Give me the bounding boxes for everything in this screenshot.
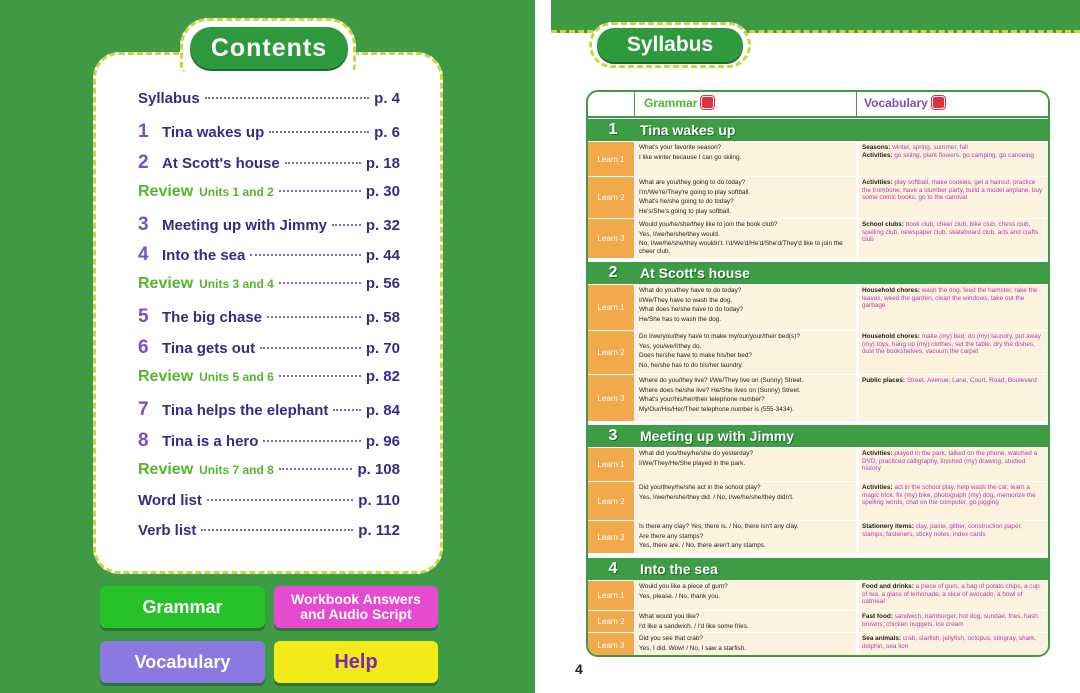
toc-unit-number: 4: [138, 244, 149, 266]
toc-unit-number: 2: [138, 151, 149, 173]
vocab-category: Activities:: [862, 179, 893, 186]
toc-page-number: p. 56: [365, 275, 400, 293]
grammar-sentence: Yes, I/we/he/she/they would.: [639, 230, 720, 238]
vocabulary-cell: [858, 177, 1048, 218]
vocab-category: Sea animals:: [862, 635, 902, 642]
toc-item[interactable]: [138, 430, 400, 461]
toc-leader-dots: [285, 162, 361, 164]
vocab-words: play softball, make cookies, get a haircut, practice the trombone, have a slumber party, build a model airplane, buy some comic books, go to the carnival: [862, 179, 1043, 202]
toc-review-units: Units 1 and 2: [199, 184, 274, 199]
grammar-sentence: No, he/she has to do his/her laundry.: [639, 361, 743, 369]
toc-item-label: Syllabus: [138, 90, 200, 107]
learn-label: Learn 2: [588, 611, 634, 632]
learn-row: [588, 520, 1048, 553]
vocab-entry: [862, 635, 1045, 650]
vocab-category: Activities:: [862, 484, 893, 491]
learn-row: [588, 330, 1048, 374]
vocab-words: winter, spring, summer, fall: [890, 144, 968, 151]
unit-header-row: [588, 119, 1048, 141]
table-of-contents: [138, 90, 400, 553]
toc-leader-dots: [263, 440, 360, 442]
grammar-sentence: Are there any stamps?: [639, 532, 704, 540]
vocabulary-cell: [858, 375, 1048, 421]
grammar-sentence: I'd like a sandwich. / I'd like some fries.: [639, 622, 749, 630]
vocab-words: crab, starfish, jellyfish, octopus, stingray, shark, dolphin, sea lion: [862, 635, 1037, 650]
grammar-sentence: Do I/we/you/they have to make my/our/your/their bed(s)?: [639, 333, 800, 340]
grammar-cell: [635, 142, 856, 176]
grammar-column-label: Grammar: [644, 96, 698, 110]
toc-review-units: Units 5 and 6: [199, 370, 274, 385]
vocab-words: clay, paste, glitter, construction paper, stamps, fasteners, sticky notes, index cards: [862, 523, 1023, 538]
learn-row: [588, 374, 1048, 421]
grammar-cell: [635, 219, 856, 258]
grammar-sentence: Yes, I/we/he/she/they did. / No, I/we/he/she/they didn't.: [639, 493, 794, 501]
toc-unit-number: 6: [138, 337, 149, 359]
toc-review-label: Review: [138, 460, 194, 478]
learn-label: Learn 1: [588, 285, 634, 330]
unit-title: At Scott's house: [640, 265, 750, 281]
toc-item-label: The big chase: [162, 309, 263, 327]
toc-item[interactable]: [138, 152, 400, 183]
grammar-sentence: What do you/they have to do today?: [639, 287, 742, 294]
vocab-category: School clubs:: [862, 221, 904, 228]
toc-item-label: Tina helps the elephant: [162, 401, 329, 419]
toc-item[interactable]: [138, 121, 400, 152]
toc-page-number: p. 82: [365, 368, 400, 386]
toc-leader-dots: [207, 499, 353, 501]
help-button[interactable]: Help: [274, 641, 438, 683]
audio-book-icon[interactable]: [932, 96, 945, 109]
vocabulary-cell: [858, 611, 1048, 632]
toc-leader-dots: [332, 224, 361, 226]
learn-row: [588, 284, 1048, 330]
unit-title: Into the sea: [640, 561, 718, 577]
toc-item[interactable]: [138, 492, 400, 523]
vocab-words: make (my) bed, do (my) laundry, put away (my) toys, hang up (my) clothes, set the table, dry the dishes, dust the bookshelves, vacuum the carpet: [862, 333, 1041, 356]
syllabus-table: [586, 90, 1050, 657]
unit-header-row: [588, 262, 1048, 284]
vocab-entry: [862, 144, 1045, 152]
toc-item-label: Verb list: [138, 522, 197, 540]
toc-leader-dots: [279, 468, 353, 470]
grammar-sentence: No, I/we/he/she/they wouldn't. I'd/We'd/He'd/She'd/They'd like to join the cheer club.: [639, 240, 843, 255]
grammar-sentence: What's your/his/her/their telephone number?: [639, 396, 765, 404]
vocab-category: Activities:: [862, 151, 893, 159]
toc-page-number: p. 44: [365, 247, 400, 265]
vocabulary-cell: [858, 448, 1048, 481]
toc-item[interactable]: [138, 90, 400, 121]
unit-number: 4: [608, 560, 618, 577]
toc-leader-dots: [333, 409, 360, 411]
toc-leader-dots: [260, 347, 361, 349]
grammar-button[interactable]: Grammar: [100, 586, 265, 628]
learn-label: Learn 3: [588, 633, 634, 657]
grammar-sentence: Did you/they/he/she act in the school play?: [639, 484, 761, 491]
learn-row: [588, 481, 1048, 520]
toc-item[interactable]: [138, 214, 400, 245]
grammar-cell: [635, 177, 856, 218]
unit-number: 2: [608, 264, 618, 281]
vocabulary-cell: [858, 331, 1048, 374]
workbook-answers-button[interactable]: [274, 586, 438, 628]
toc-item-label: Word list: [138, 491, 202, 509]
grammar-sentence: Does he/she have to make his/her bed?: [639, 352, 752, 360]
grammar-sentence: Yes, I did. Wow! / No, I saw a starfish.: [639, 644, 746, 652]
page-gutter: [535, 0, 551, 693]
grammar-sentence: He/She has to wash the dog.: [639, 315, 722, 323]
vocab-entry: [862, 333, 1045, 356]
learn-row: [588, 580, 1048, 610]
grammar-sentence: Where do you/they live? I/We/They live on (Sunny) Street.: [639, 377, 804, 384]
vocab-category: Public places:: [862, 377, 905, 384]
grammar-cell: [635, 482, 856, 520]
unit-number: 3: [608, 427, 618, 444]
workbook-answers-label-line1: Workbook Answers: [291, 591, 421, 607]
toc-page-number: p. 112: [358, 522, 400, 540]
grammar-sentence: What does he/she have to do today?: [639, 306, 744, 314]
vocab-category: Stationery items:: [862, 523, 914, 530]
vocabulary-cell: [858, 142, 1048, 176]
grammar-sentence: I/We/They have to wash the dog.: [639, 296, 733, 304]
vocab-entry: [862, 221, 1045, 244]
vocab-entry: [862, 484, 1045, 507]
unit-header-row: [588, 558, 1048, 580]
toc-item[interactable]: [138, 275, 400, 306]
toc-page-number: p. 30: [365, 182, 400, 200]
grammar-cell: [635, 611, 856, 632]
vocab-category: Household chores:: [862, 287, 920, 294]
vocabulary-column-header: [864, 96, 945, 110]
grammar-column-header: [644, 96, 714, 110]
learn-row: [588, 447, 1048, 481]
vocabulary-cell: [858, 633, 1048, 657]
grammar-sentence: Where does he/she live? He/She lives on (Sunny) Street.: [639, 386, 801, 394]
learn-row: [588, 176, 1048, 218]
vocab-words: act in the school play, help wash the car, learn a magic trick, fix (my) bike, photograph (my) dog, memorize the spelling words, chat on the computer, go jogging: [862, 484, 1036, 507]
page-number: 4: [575, 661, 583, 677]
grammar-cell: [635, 633, 856, 657]
toc-item[interactable]: [138, 183, 400, 214]
vocab-entry: [862, 287, 1045, 310]
learn-label: Learn 3: [588, 375, 634, 421]
grammar-sentence: Yes, there are. / No, there aren't any stamps.: [639, 542, 766, 550]
grammar-cell: [635, 581, 856, 610]
toc-page-number: p. 108: [357, 460, 400, 478]
vocab-words: book club, cheer club, bike club, chess club, spelling club, newspaper club, skateboard club, arts and crafts club: [862, 221, 1039, 244]
vocab-entry: [862, 377, 1045, 385]
grammar-sentence: What did you/they/he/she do yesterday?: [639, 450, 754, 457]
vocab-words: Street, Avenue, Lane, Court, Road, Boulevard: [904, 377, 1037, 384]
vocab-category: Food and drinks:: [862, 583, 914, 590]
grammar-sentence: I like winter because I can go skiing.: [639, 153, 742, 161]
toc-review-label: Review: [138, 275, 194, 293]
vocab-category: Activities:: [862, 450, 893, 457]
grammar-cell: [635, 521, 856, 553]
unit-header-row: [588, 425, 1048, 447]
vocab-category: Seasons:: [862, 144, 891, 151]
grammar-sentence: What's he/she going to do today?: [639, 198, 734, 206]
grammar-sentence: My/Our/His/Her/Their telephone number is (555-3434).: [639, 405, 794, 413]
toc-leader-dots: [279, 375, 361, 377]
vocabulary-cell: [858, 521, 1048, 553]
toc-page-number: p. 96: [365, 432, 400, 450]
toc-unit-number: 3: [138, 213, 149, 235]
workbook-answers-label-line2: and Audio Script: [300, 606, 412, 622]
syllabus-table-header: [588, 92, 1048, 118]
grammar-sentence: Would you/he/she/they like to join the book club?: [639, 221, 778, 228]
vocab-words: played in the park, talked on the phone, watched a DVD, practiced calligraphy, finished (my) drawing, studied history: [862, 450, 1038, 473]
syllabus-page: [551, 0, 1080, 693]
vocab-category: Household chores:: [862, 333, 920, 340]
toc-item-label: Tina is a hero: [162, 432, 259, 450]
vocab-category: Fast food:: [862, 613, 893, 620]
learn-label: Learn 3: [588, 521, 634, 553]
toc-unit-number: 8: [138, 429, 149, 451]
toc-unit-number: 1: [138, 120, 149, 142]
learn-label: Learn 2: [588, 482, 634, 520]
toc-page-number: p. 70: [365, 340, 400, 358]
vocab-words: wash the dog, feed the hamster, rake the leaves, weed the garden, clean the windows, take out the garbage: [862, 287, 1038, 310]
learn-row: [588, 218, 1048, 258]
vocabulary-cell: [858, 581, 1048, 610]
vocab-entry: [862, 152, 1045, 160]
toc-item-label: Into the sea: [162, 247, 246, 265]
unit-title: Meeting up with Jimmy: [640, 428, 795, 444]
toc-review-label: Review: [138, 368, 194, 386]
vocab-words: go skiing, plant flowers, go camping, go canoeing: [892, 151, 1034, 159]
audio-book-icon[interactable]: [701, 96, 714, 109]
learn-label: Learn 1: [588, 142, 634, 176]
contents-title: Contents: [190, 27, 348, 69]
grammar-sentence: He's/She's going to play softball.: [639, 207, 731, 215]
toc-page-number: p. 58: [365, 309, 400, 327]
toc-unit-number: 5: [138, 306, 149, 328]
grammar-sentence: What's your favorite season?: [639, 144, 722, 151]
vocab-entry: [862, 523, 1045, 538]
toc-leader-dots: [250, 254, 360, 256]
vocab-words: a piece of gum, a bag of potato chips, a cup of tea, a glass of lemonade, a slice of avocado, a bowl of oatmeal: [862, 583, 1040, 606]
toc-item[interactable]: [138, 399, 400, 430]
vocabulary-button[interactable]: Vocabulary: [100, 641, 265, 683]
toc-page-number: p. 110: [358, 491, 400, 509]
toc-item[interactable]: [138, 368, 400, 399]
toc-review-units: Units 3 and 4: [199, 277, 274, 292]
contents-page: [0, 0, 535, 693]
header-divider: [634, 92, 635, 118]
toc-leader-dots: [205, 97, 369, 99]
toc-item-label: At Scott's house: [162, 154, 280, 172]
grammar-cell: [635, 285, 856, 330]
toc-page-number: p. 84: [365, 401, 400, 419]
toc-review-label: Review: [138, 182, 194, 200]
unit-title: Tina wakes up: [640, 122, 736, 138]
toc-unit-number: 7: [138, 398, 149, 420]
learn-row: [588, 141, 1048, 176]
grammar-sentence: What would you like?: [639, 613, 700, 620]
grammar-cell: [635, 375, 856, 421]
grammar-sentence: Would you like a piece of gum?: [639, 583, 728, 590]
learn-label: Learn 1: [588, 581, 634, 610]
vocab-words: sandwich, hamburger, hot dog, sundae, fries, hash browns, chicken nuggets, ice cream: [862, 613, 1038, 628]
toc-page-number: p. 18: [365, 154, 400, 172]
toc-item[interactable]: [138, 461, 400, 492]
toc-page-number: p. 6: [374, 123, 400, 141]
vocab-entry: [862, 179, 1045, 202]
vocabulary-cell: [858, 219, 1048, 258]
learn-label: Learn 2: [588, 177, 634, 218]
grammar-sentence: I/We/They/He/She played in the park.: [639, 459, 746, 467]
vocabulary-cell: [858, 482, 1048, 520]
grammar-sentence: Yes, you/we/I/they do.: [639, 342, 702, 350]
toc-item[interactable]: [138, 244, 400, 275]
vocab-entry: [862, 450, 1045, 473]
toc-item-label: Meeting up with Jimmy: [162, 216, 328, 234]
learn-row: [588, 610, 1048, 632]
toc-item-label: Tina wakes up: [162, 123, 265, 141]
unit-number: 1: [608, 121, 618, 138]
toc-item-label: Tina gets out: [162, 340, 256, 358]
grammar-sentence: Yes, please. / No, thank you.: [639, 592, 721, 600]
header-divider: [856, 92, 857, 118]
vocabulary-cell: [858, 285, 1048, 330]
toc-page-number: p. 4: [374, 90, 400, 107]
toc-leader-dots: [279, 190, 361, 192]
toc-item[interactable]: [138, 337, 400, 368]
learn-label: Learn 3: [588, 219, 634, 258]
grammar-cell: [635, 331, 856, 374]
grammar-cell: [635, 448, 856, 481]
grammar-sentence: Did you see that crab?: [639, 635, 703, 642]
toc-leader-dots: [269, 131, 369, 133]
toc-review-units: Units 7 and 8: [199, 462, 274, 477]
grammar-sentence: I'm/We're/They're going to play softball.: [639, 188, 751, 196]
learn-label: Learn 2: [588, 331, 634, 374]
learn-label: Learn 1: [588, 448, 634, 481]
vocabulary-column-label: Vocabulary: [864, 96, 928, 110]
toc-page-number: p. 32: [365, 216, 400, 234]
grammar-sentence: What are you/they going to do today?: [639, 179, 746, 186]
toc-leader-dots: [279, 282, 361, 284]
toc-leader-dots: [201, 529, 353, 531]
toc-item[interactable]: [138, 306, 400, 337]
vocab-entry: [862, 583, 1045, 606]
grammar-sentence: Is there any clay? Yes, there is. / No, there isn't any clay.: [639, 523, 799, 530]
syllabus-title: Syllabus: [597, 28, 743, 62]
toc-item[interactable]: [138, 522, 400, 553]
vocab-entry: [862, 613, 1045, 628]
toc-leader-dots: [267, 316, 361, 318]
learn-row: [588, 632, 1048, 657]
